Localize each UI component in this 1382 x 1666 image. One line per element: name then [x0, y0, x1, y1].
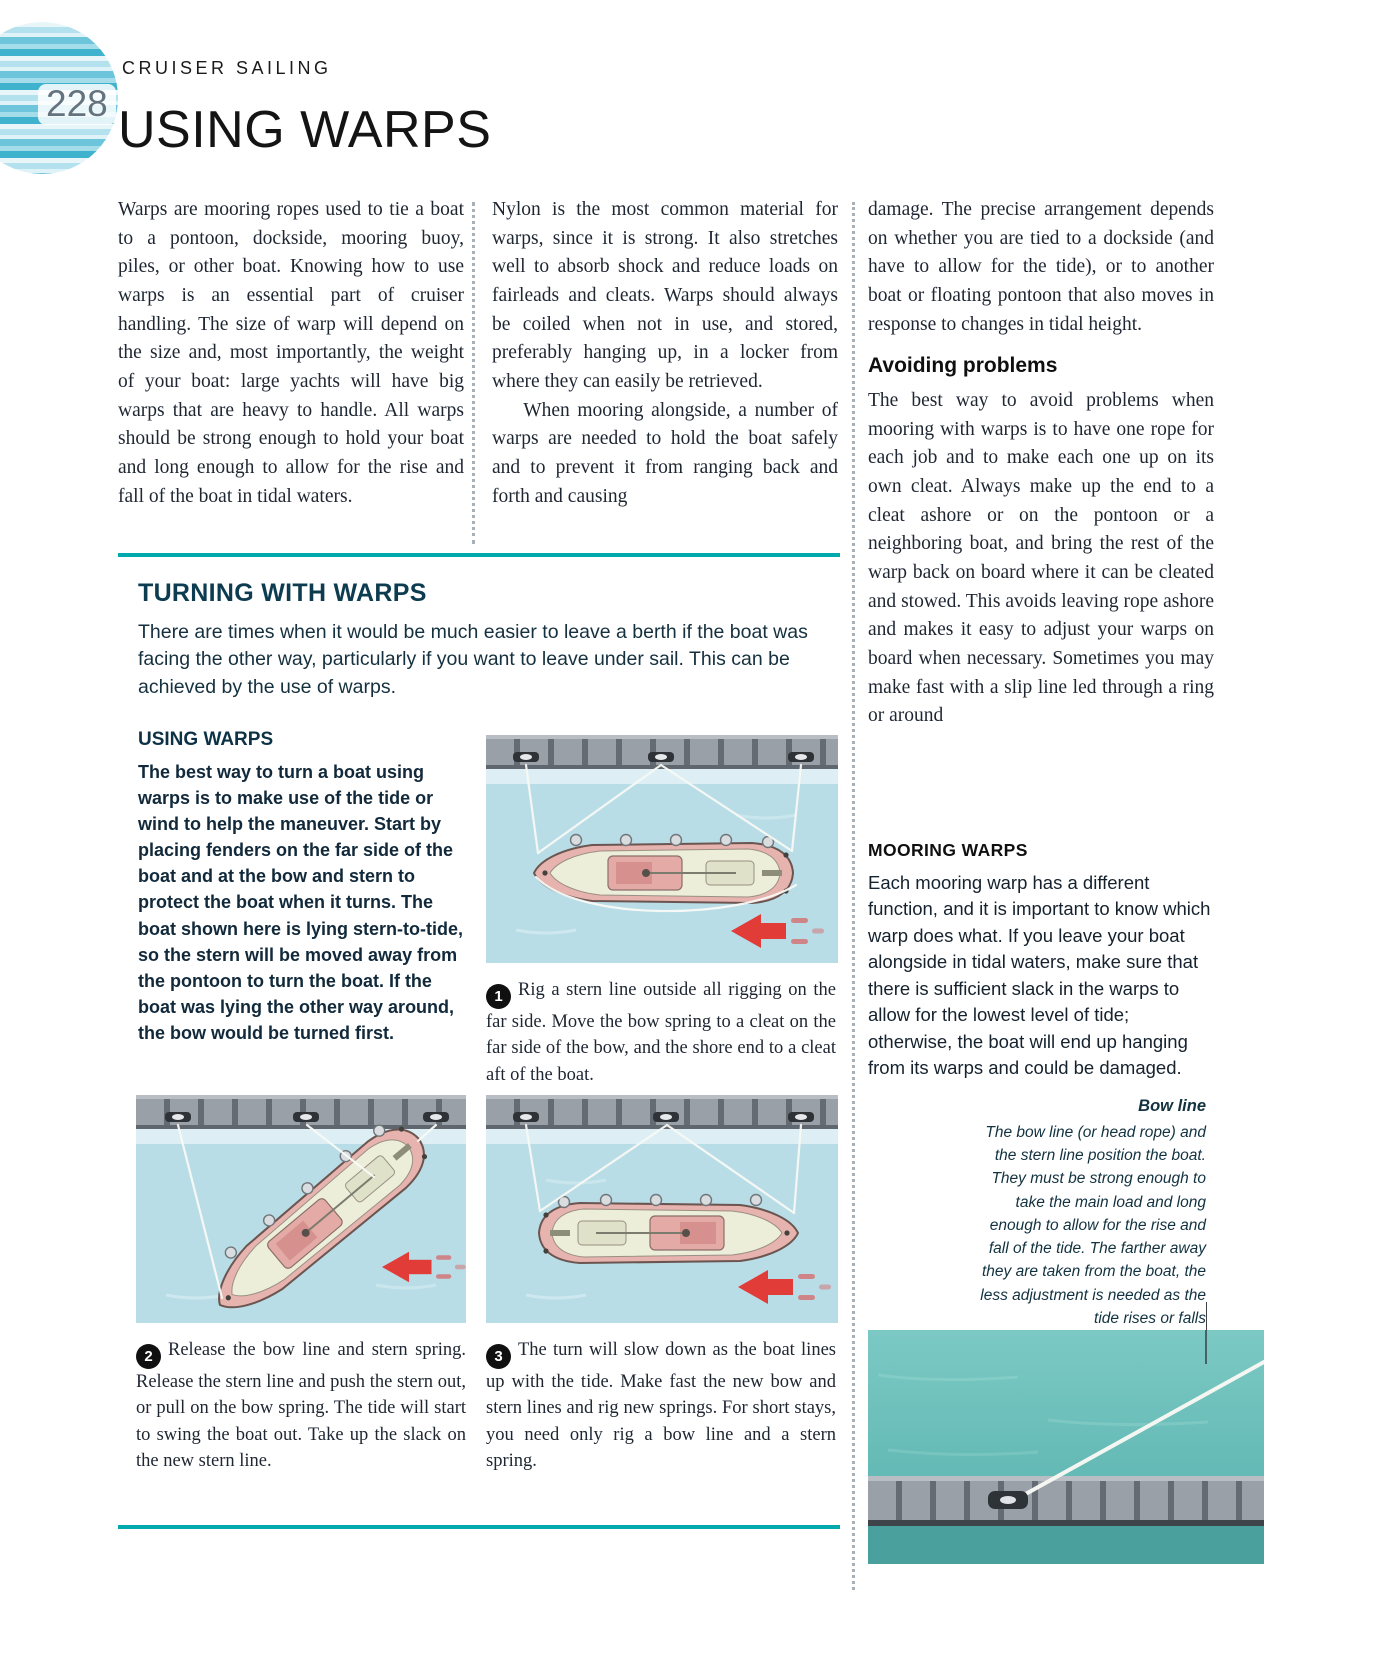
diagram-step-2	[136, 1095, 466, 1323]
step-caption-1	[486, 977, 836, 1088]
step-text: Rig a stern line outside all rigging on the far side. Move the bow spring to a cleat on the far side of the bow, and the shore end to a cleat aft of the boat.	[486, 980, 836, 1085]
diagram-step-1	[486, 735, 838, 963]
pontoon-cleat	[513, 752, 539, 762]
pontoon-cleat	[423, 1112, 449, 1122]
intro-column-2	[492, 196, 838, 511]
step-number-badge: 3	[486, 1344, 511, 1369]
boat-top-view	[539, 1195, 798, 1264]
pontoon-cleat	[788, 752, 814, 762]
box-intro: There are times when it would be much easier to leave a berth if the boat was facing the other way, particularly if you want to leave under sail. This can be achieved by the use of warps.	[138, 621, 808, 698]
page-number: 228	[38, 84, 116, 125]
bow-line-photo	[868, 1330, 1264, 1564]
bow-line-caption-title: Bow line	[1138, 1097, 1206, 1115]
step-text: The turn will slow down as the boat lines up with the tide. Make fast the new bow and stern lines and rig new springs. For short stays, you need only rig a bow line and a stern spring.	[486, 1340, 836, 1471]
intro-paragraph: Warps are mooring ropes used to tie a boat to a pontoon, dockside, mooring buoy, piles, or other boat. Knowing how to use warps is an essential part of cruiser handling. The size of warp will depend on the size and, most importantly, the weight of your boat: large yachts will have big warps that are heavy to handle. All warps should be strong enough to hold your boat and long enough to allow for the rise and fall of the boat in tidal waters.	[118, 199, 464, 507]
turning-with-warps-box	[118, 553, 840, 1529]
section-kicker: CRUISER SAILING	[122, 58, 332, 78]
pontoon-cleat	[788, 1112, 814, 1122]
pontoon-cleat	[988, 1491, 1028, 1509]
boat-top-view	[534, 835, 793, 904]
diagram-step-3	[486, 1095, 838, 1323]
bow-line-caption	[970, 1094, 1206, 1330]
intro-column-1	[118, 196, 464, 511]
step-text: Release the bow line and stern spring. Release the stern line and push the stern out, or pull on the bow spring. The tide will start to swing the boat out. Take up the slack on the new stern line.	[136, 1340, 466, 1471]
step-number-badge: 2	[136, 1344, 161, 1369]
mooring-warps-heading: MOORING WARPS	[868, 840, 1028, 860]
box-subheading: USING WARPS	[138, 729, 274, 750]
pontoon-cleat	[653, 1112, 679, 1122]
column-divider-1	[472, 202, 475, 544]
intro-paragraph: The best way to avoid problems when mooring with warps is to have one rope for each job and to make each one up on its own cleat. Always make up the end to a cleat ashore or on the pontoon or a neighboring boat, and bring the rest of the warp back on board where it can be cleated and stowed. This avoids leaving rope ashore and makes it easy to adjust your warps on board when necessary. Sometimes you may make fast with a slip line led through a ring or around	[868, 390, 1214, 727]
box-subtext: The best way to turn a boat using warps is to make use of the tide or wind to help the maneuver. Start by placing fenders on the far side of the boat and at the bow and stern to protect the boat when it turns. The boat shown here is lying stern-to-tide, so the stern will be moved away from the pontoon to turn the boat. If the boat was lying the other way around, the bow would be turned first.	[138, 762, 464, 1043]
page-title: USING WARPS	[118, 101, 492, 159]
step-number-badge: 1	[486, 984, 511, 1009]
pontoon-cleat	[293, 1112, 319, 1122]
intro-column-3	[868, 196, 1214, 731]
step-caption-2	[136, 1337, 466, 1474]
column-divider-2	[852, 202, 855, 1590]
intro-paragraph: Nylon is the most common material for warps, since it is strong. It also stretches well to absorb shock and reduce loads on fairleads and cleats. Warps should always be coiled when not in use, and stored, preferably hanging up, in a locker from where they can easily be retrieved.	[492, 199, 838, 392]
mooring-warps-text: Each mooring warp has a different function, and it is important to know which warp does what. If you leave your boat alongside in tidal waters, make sure that there is sufficient slack in the warps to allow for the lowest level of tide; otherwise, the boat will end up hanging from its warps and could be damaged.	[868, 872, 1211, 1079]
intro-paragraph: damage. The precise arrangement depends on whether you are tied to a dockside (and have to allow for the tide), or to another boat or floating pontoon that also moves in response to changes in tidal height.	[868, 199, 1214, 335]
pontoon-cleat	[513, 1112, 539, 1122]
avoiding-problems-heading: Avoiding problems	[868, 354, 1058, 378]
bow-line-caption-text: The bow line (or head rope) and the stern line position the boat. They must be strong enough to take the main load and long enough to allow for the rise and fall of the tide. The farther away they are taken from the boat, the less adjustment is needed as the tide rises or falls	[980, 1123, 1206, 1327]
step-caption-3	[486, 1337, 836, 1474]
box-title: TURNING WITH WARPS	[138, 579, 427, 607]
pontoon-cleat	[648, 752, 674, 762]
pontoon-cleat	[165, 1112, 191, 1122]
intro-paragraph: When mooring alongside, a number of warps are needed to hold the boat safely and to prevent it from ranging back and forth and causing	[492, 399, 838, 507]
